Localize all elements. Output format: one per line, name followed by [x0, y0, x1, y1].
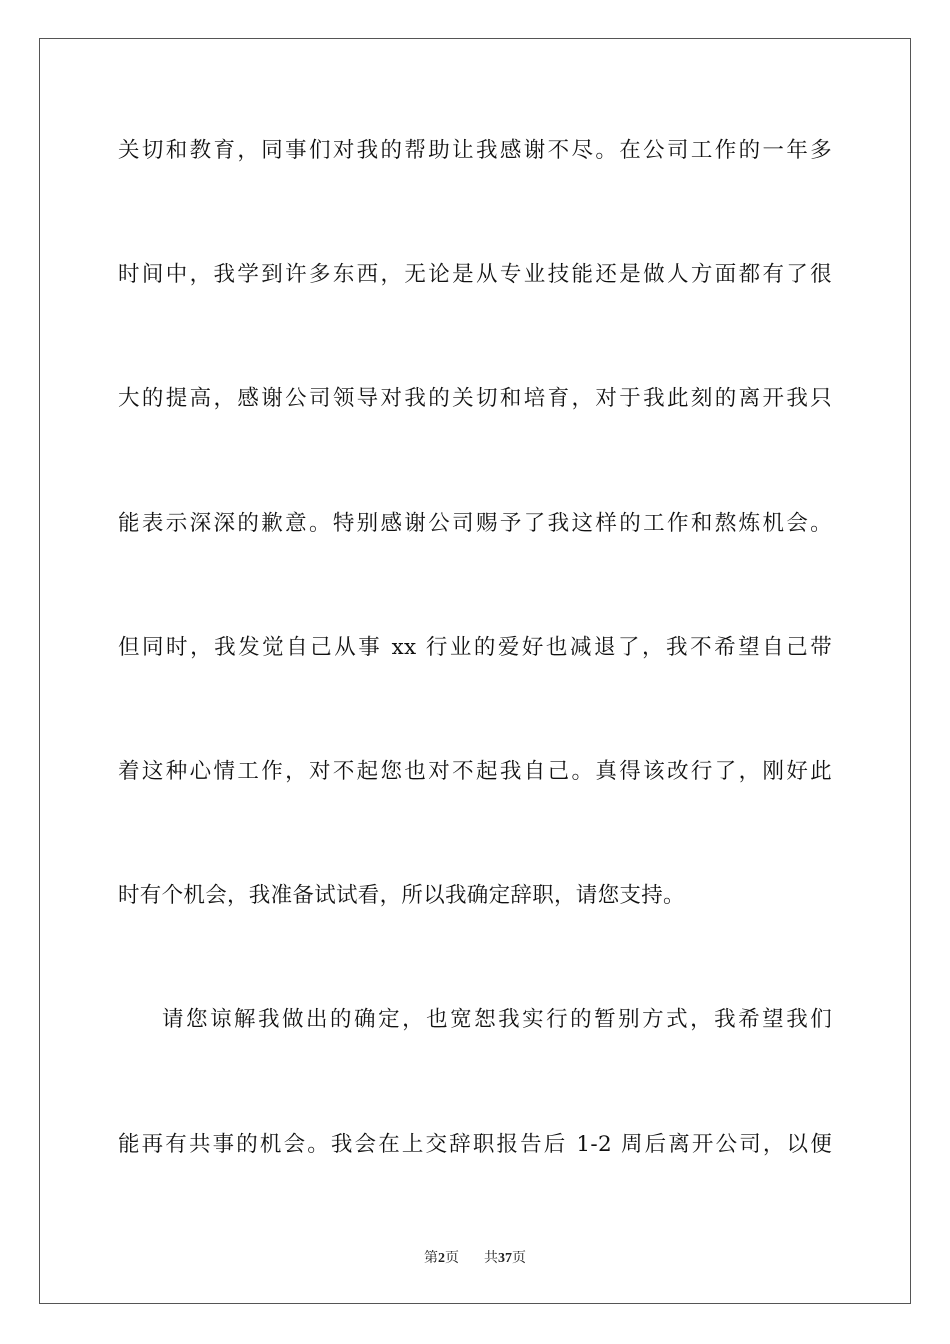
text-line-3: 大的提高，感谢公司领导对我的关切和培育，对于我此刻的离开我只: [118, 386, 832, 412]
text-line-9: 能再有共事的机会。我会在上交辞职报告后 1-2 周后离开公司，以便: [118, 1131, 832, 1157]
text-line-1: 关切和教育，同事们对我的帮助让我感谢不尽。在公司工作的一年多: [118, 138, 832, 163]
page-suffix: 页: [445, 1251, 459, 1266]
text-line-4: 能表示深深的歉意。特别感谢公司赐予了我这样的工作和熬炼机会。: [118, 510, 832, 536]
page-prefix: 第: [424, 1251, 438, 1266]
text-line-7: 时有个机会，我准备试试看，所以我确定辞职，请您支持。: [118, 883, 685, 909]
page-number: 2: [438, 1251, 445, 1266]
total-suffix: 页: [512, 1251, 526, 1266]
document-body: [118, 120, 832, 1238]
total-pages: 37: [498, 1251, 512, 1266]
text-line-2: 时间中，我学到许多东西，无论是从专业技能还是做人方面都有了很: [118, 262, 832, 288]
text-line-5: 但同时，我发觉自己从事 xx 行业的爱好也减退了，我不希望自己带: [118, 634, 832, 660]
page-footer: [0, 1247, 950, 1267]
text-line-8: 请您谅解我做出的确定，也宽恕我实行的暂别方式，我希望我们: [162, 1007, 832, 1033]
total-pages-label: [484, 1247, 526, 1267]
text-line-6: 着这种心情工作，对不起您也对不起我自己。真得该改行了，刚好此: [118, 758, 832, 784]
page-number-label: [424, 1247, 459, 1267]
total-prefix: 共: [484, 1251, 498, 1266]
